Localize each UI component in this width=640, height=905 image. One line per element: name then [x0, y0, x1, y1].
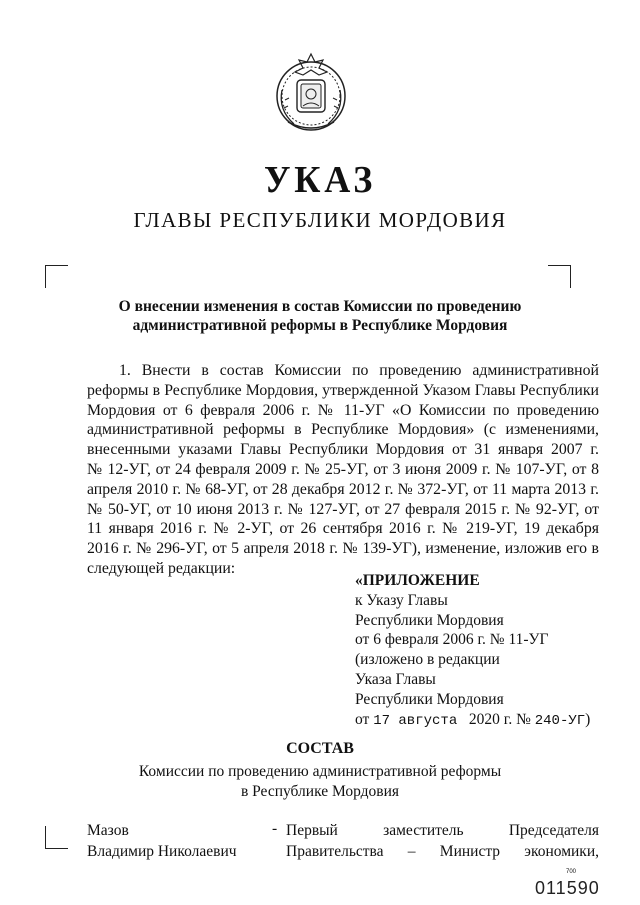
member-position-line-2: Правительства – Министр экономики,	[286, 843, 599, 860]
appendix-date-prefix: от	[355, 710, 370, 728]
decree-body	[87, 361, 599, 579]
body-line: 2016 г. № 296-УГ, от 5 апреля 2018 г. № 139-УГ), изменение, изложив его в	[87, 540, 599, 558]
body-line: 11 января 2016 г. № 2-УГ, от 26 сентября 2016 г. № 219-УГ, 19 декабря	[87, 520, 599, 538]
decree-heading	[0, 297, 640, 335]
commission-name-line-1: Комиссии по проведению административной реформы	[138, 763, 502, 780]
appendix-line: (изложено в редакции	[355, 651, 500, 669]
coat-of-arms-emblem	[270, 50, 352, 136]
appendix-block	[355, 571, 590, 731]
body-line: апреля 2010 г. № 68-УГ, от 28 декабря 2012 г. № 372-УГ, от 11 марта 2013 г.	[87, 480, 599, 498]
doc-small-mark: 700	[566, 869, 577, 875]
body-line: № 12-УГ, от 24 февраля 2009 г. № 25-УГ, от 3 июня 2009 г. № 107-УГ, от 8	[87, 460, 599, 478]
doc-serial-number: 011590	[535, 878, 600, 898]
body-line: административной реформы в Республике Мордовия» (с изменениями,	[87, 421, 599, 439]
body-line: 1. Внести в состав Комиссии по проведению административной	[119, 362, 599, 379]
commission-name-line-2: в Республике Мордовия	[240, 783, 400, 800]
appendix-line: от 6 февраля 2006 г. № 11-УГ	[355, 631, 549, 649]
appendix-date-line	[355, 710, 590, 732]
corner-mark-top-right	[548, 265, 571, 288]
appendix-line: к Указу Главы	[355, 591, 448, 609]
member-position-line-1: Первый заместитель Председателя	[286, 822, 599, 839]
appendix-line: Республики Мордовия	[355, 690, 504, 708]
appendix-line: Указа Главы	[355, 670, 436, 688]
document-subtitle: ГЛАВЫ РЕСПУБЛИКИ МОРДОВИЯ	[133, 208, 507, 232]
appendix-title: «ПРИЛОЖЕНИЕ	[355, 572, 480, 589]
composition-title: СОСТАВ	[286, 740, 354, 757]
appendix-close-paren: )	[585, 710, 591, 728]
appendix-line: Республики Мордовия	[355, 611, 504, 629]
member-position	[286, 820, 599, 862]
body-line: № 50-УГ, от 10 июня 2013 г. № 127-УГ, от 27 февраля 2015 г. № 92-УГ, от	[87, 500, 599, 518]
member-dash: -	[272, 820, 278, 837]
document-title: УКАЗ	[263, 159, 377, 201]
body-line: внесенными указами Главы Республики Мордовия от 31 января 2007 г.	[87, 441, 599, 459]
member-name	[87, 820, 237, 862]
commission-name	[0, 762, 640, 802]
body-line: реформы в Республике Мордовия, утвержденной Указом Главы Республики	[87, 381, 599, 399]
appendix-number-handwritten: 240-УГ	[534, 712, 586, 729]
appendix-year-text: 2020 г. №	[468, 710, 531, 728]
member-first-names: Владимир Николаевич	[87, 843, 237, 860]
heading-line-2: административной реформы в Республике Мордовия	[132, 317, 508, 334]
member-surname: Мазов	[87, 822, 129, 839]
corner-mark-top-left	[45, 265, 68, 288]
body-line: Мордовия от 6 февраля 2006 г. № 11-УГ «О Комиссии по проведению	[87, 401, 599, 419]
heading-line-1: О внесении изменения в состав Комиссии по проведению	[118, 298, 522, 315]
body-line: следующей редакции:	[87, 559, 236, 577]
corner-mark-bottom-left	[45, 826, 68, 849]
appendix-date-handwritten: 17 августа	[373, 712, 458, 729]
